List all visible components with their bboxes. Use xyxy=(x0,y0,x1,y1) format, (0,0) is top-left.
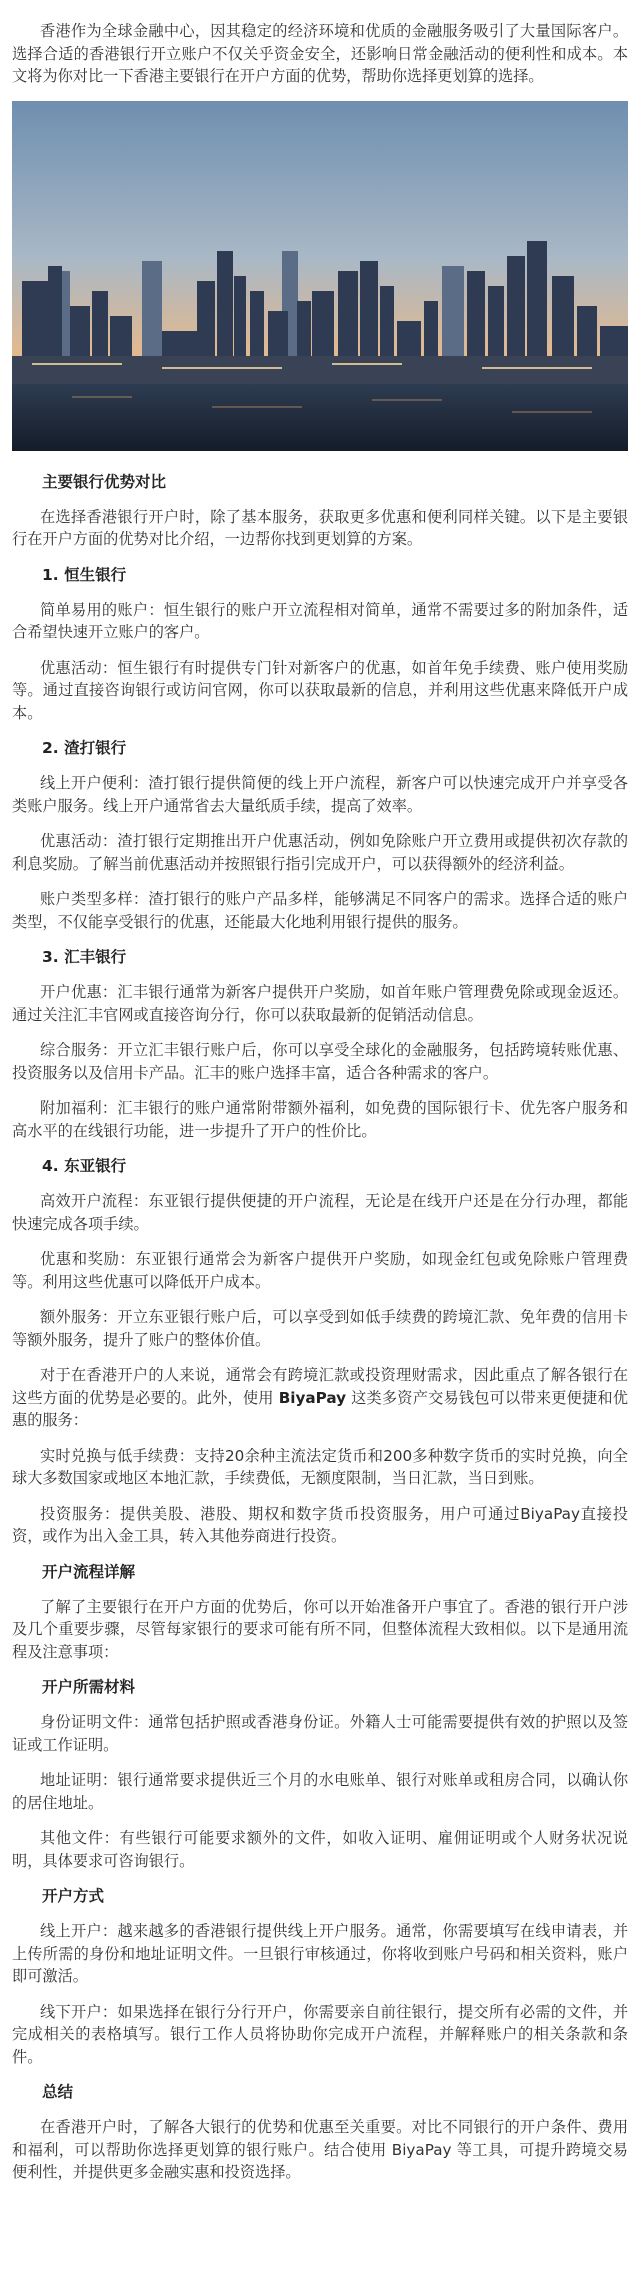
methods-heading: 开户方式 xyxy=(42,1887,105,1905)
advantages-intro: 在选择香港银行开户时，除了基本服务，获取更多优惠和便利同样关键。以下是主要银行在开户方面的优势对比介绍，一边帮你找到更划算的方案。 xyxy=(12,507,628,548)
hang-seng-paragraph-1: 简单易用的账户：恒生银行的账户开立流程相对简单，通常不需要过多的附加条件，适合希望快速开立账户的客户。 xyxy=(12,600,628,641)
bea-paragraph-1: 高效开户流程：东亚银行提供便捷的开户流程，无论是在线开户还是在分行办理，都能快速完成各项手续。 xyxy=(12,1192,628,1233)
standard-chartered-paragraph-1: 线上开户便利：渣打银行提供简便的线上开户流程，新客户可以快速完成开户并享受各类账户服务。线上开户通常省去大量纸质手续，提高了效率。 xyxy=(12,774,628,815)
bea-heading: 4. 东亚银行 xyxy=(42,1157,127,1175)
biyapay-brand: BiyaPay xyxy=(278,1388,347,1407)
materials-paragraph-1: 身份证明文件：通常包括护照或香港身份证。外籍人士可能需要提供有效的护照以及签证或工作证明。 xyxy=(12,1713,628,1754)
biyapay-paragraph-2: 实时兑换与低手续费：支持20余种主流法定货币和200多种数字货币的实时兑换，向全球大多数国家或地区本地汇款，手续费低，无额度限制，当日汇款，当日到账。 xyxy=(12,1446,628,1487)
hsbc-paragraph-1: 开户优惠：汇丰银行通常为新客户提供开户奖励，如首年账户管理费免除或现金返还。通过关注汇丰官网或直接咨询分行，你可以获取最新的促销活动信息。 xyxy=(12,983,628,1024)
materials-heading: 开户所需材料 xyxy=(42,1678,136,1696)
process-heading: 开户流程详解 xyxy=(42,1562,136,1581)
methods-paragraph-2: 线下开户：如果选择在银行分行开户，你需要亲自前往银行，提交所有必需的文件，并完成相关的表格填写。银行工作人员将协助你完成开户流程，并解释账户的相关条款和条件。 xyxy=(12,2002,628,2066)
bea-paragraph-3: 额外服务：开立东亚银行账户后，可以享受到如低手续费的跨境汇款、免年费的信用卡等额外服务，提升了账户的整体价值。 xyxy=(12,1308,628,1349)
city-skyline-image xyxy=(12,101,628,451)
biyapay-text-before: 对于在香港开户的人来说，通常会有跨境汇款或投资理财需求，因此重点了解各银行在这些方面的优势是必要的。此外，使用 xyxy=(12,1366,628,1407)
standard-chartered-paragraph-3: 账户类型多样：渣打银行的账户产品多样，能够满足不同客户的需求。选择合适的账户类型，不仅能享受银行的优惠，还能最大化地利用银行提供的服务。 xyxy=(12,890,628,931)
materials-paragraph-3: 其他文件：有些银行可能要求额外的文件，如收入证明、雇佣证明或个人财务状况说明，具体要求可咨询银行。 xyxy=(12,1829,628,1870)
hsbc-paragraph-3: 附加福利：汇丰银行的账户通常附带额外福利，如免费的国际银行卡、优先客户服务和高水平的在线银行功能，进一步提升了开户的性价比。 xyxy=(12,1099,628,1140)
summary-heading: 总结 xyxy=(42,2083,74,2101)
bea-paragraph-2: 优惠和奖励：东亚银行通常会为新客户提供开户奖励，如现金红包或免除账户管理费等。利用这些优惠可以降低开户成本。 xyxy=(12,1250,628,1291)
methods-paragraph-1: 线上开户：越来越多的香港银行提供线上开户服务。通常，你需要填写在线申请表，并上传所需的身份和地址证明文件。一旦银行审核通过，你将收到账户号码和相关资料，账户即可激活。 xyxy=(12,1922,628,1985)
hsbc-paragraph-2: 综合服务：开立汇丰银行账户后，你可以享受全球化的金融服务，包括跨境转账优惠、投资服务以及信用卡产品。汇丰的账户选择丰富，适合各种需求的客户。 xyxy=(12,1041,628,1082)
advantages-heading: 主要银行优势对比 xyxy=(42,472,167,491)
biyapay-paragraph-1 xyxy=(12,1364,628,1432)
hang-seng-paragraph-2: 优惠活动：恒生银行有时提供专门针对新客户的优惠，如首年免手续费、账户使用奖励等。通过直接咨询银行或访问官网，你可以获取最新的信息，并利用这些优惠来降低开户成本。 xyxy=(12,658,628,722)
materials-paragraph-2: 地址证明：银行通常要求提供近三个月的水电账单、银行对账单或租房合同，以确认你的居住地址。 xyxy=(12,1771,628,1812)
summary-paragraph: 在香港开户时，了解各大银行的优势和优惠至关重要。对比不同银行的开户条件、费用和福利，可以帮助你选择更划算的银行账户。结合使用 BiyaPay 等工具，可提升跨境交易便利性，并提供更多金融实惠和投资选择。 xyxy=(12,2118,628,2181)
biyapay-text-after: 这类多资产交易钱包可以带来更便捷和优惠的服务： xyxy=(12,1388,628,1429)
biyapay-paragraph-3: 投资服务：提供美股、港股、期权和数字货币投资服务，用户可通过BiyaPay直接投资，或作为出入金工具，转入其他券商进行投资。 xyxy=(12,1504,628,1545)
hsbc-heading: 3. 汇丰银行 xyxy=(42,948,127,966)
process-intro: 了解了主要银行在开户方面的优势后，你可以开始准备开户事宜了。香港的银行开户涉及几个重要步骤，尽管每家银行的要求可能有所不同，但整体流程大致相似。以下是通用流程及注意事项： xyxy=(12,1597,628,1661)
standard-chartered-heading: 2. 渣打银行 xyxy=(42,739,127,757)
hang-seng-heading: 1. 恒生银行 xyxy=(42,565,127,584)
intro-paragraph: 香港作为全球金融中心，因其稳定的经济环境和优质的金融服务吸引了大量国际客户。选择合适的香港银行开立账户不仅关乎资金安全，还影响日常金融活动的便利性和成本。本文将为你对比一下香港主要银行在开户方面的优势，帮助你选择更划算的选择。 xyxy=(12,22,628,85)
standard-chartered-paragraph-2: 优惠活动：渣打银行定期推出开户优惠活动，例如免除账户开立费用或提供初次存款的利息奖励。了解当前优惠活动并按照银行指引完成开户，可以获得额外的经济利益。 xyxy=(12,832,628,873)
